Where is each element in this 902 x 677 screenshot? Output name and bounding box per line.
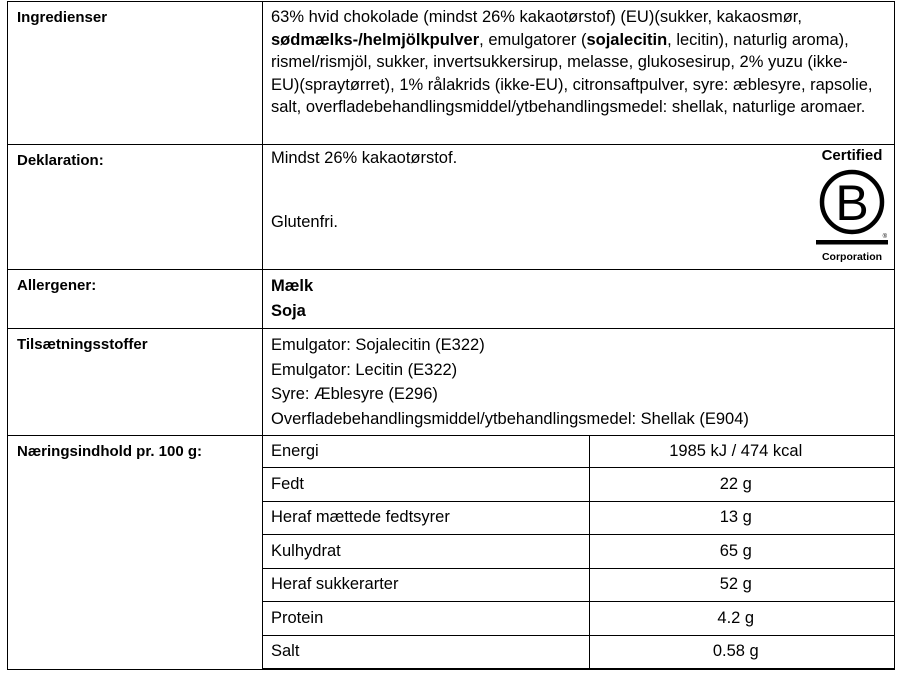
additive-item: Overfladebehandlingsmiddel/ytbehandlingsmedel: Shellak (E904): [271, 409, 749, 428]
additive-item: Syre: Æblesyre (E296): [271, 385, 438, 403]
nutrition-value: [263, 436, 895, 670]
nutrient-value: 52 g: [590, 568, 895, 602]
ingredients-label: Ingredienser: [8, 2, 263, 145]
ingredients-line: salt, overfladebehandlingsmiddel/ytbehandlingsmedel: shellak, naturlige aromaer.: [271, 98, 866, 116]
ingredients-value: [263, 2, 895, 145]
declaration-gluten: Glutenfri.: [271, 213, 338, 231]
nutrient-name: Salt: [263, 635, 590, 669]
nutrition-row: [8, 436, 895, 670]
additive-item: Emulgator: Sojalecitin (E322): [271, 336, 485, 354]
ingredients-line: 63% hvid chokolade (mindst 26% kakaotørstof) (EU)(sukker, kakaosmør,: [271, 8, 802, 26]
certified-b-corporation-logo: [814, 147, 890, 267]
nutrition-table-row: [263, 602, 894, 636]
nutrient-value: 65 g: [590, 535, 895, 569]
declaration-label: Deklaration:: [8, 145, 263, 270]
nutrient-name: Heraf mættede fedtsyrer: [263, 501, 590, 535]
allergens-row: [8, 270, 895, 329]
nutrition-table: [263, 436, 895, 669]
nutrient-name: Kulhydrat: [263, 535, 590, 569]
nutrient-value: 0.58 g: [590, 635, 895, 669]
allergens-value: [263, 270, 895, 329]
nutrient-value: 22 g: [590, 468, 895, 502]
nutrition-table-row: [263, 635, 894, 669]
declaration-value: [263, 145, 895, 270]
allergen-item: Mælk: [271, 277, 314, 295]
nutrient-value: 1985 kJ / 474 kcal: [590, 436, 895, 468]
product-info-table: [7, 1, 895, 670]
allergen-milk-powder: sødmælks-/helmjölkpulver: [271, 30, 480, 49]
nutrition-table-row: [263, 436, 894, 468]
allergen-item: Soja: [271, 302, 306, 320]
nutrition-table-row: [263, 501, 894, 535]
ingredients-line: sødmælks-/helmjölkpulver, emulgatorer (sojalecitin, lecitin), naturlig aroma),: [271, 30, 849, 49]
nutrient-value: 4.2 g: [590, 602, 895, 636]
declaration-row: [8, 145, 895, 270]
nutrient-name: Heraf sukkerarter: [263, 568, 590, 602]
nutrition-table-row: [263, 468, 894, 502]
additives-value: [263, 329, 895, 436]
ingredients-line: EU)(spraytørret), 1% rålakrids (ikke-EU), citronsaftpulver, syre: æblesyre, rapsolie,: [271, 75, 873, 94]
nutrient-name: Fedt: [263, 468, 590, 502]
nutrient-value: 13 g: [590, 501, 895, 535]
logo-b-letter: B: [835, 175, 869, 231]
ingredients-line: rismel/rismjöl, sukker, invertsukkersirup, melasse, glukosesirup, 2% yuzu (ikke-: [271, 53, 848, 71]
nutrition-table-row: [263, 535, 894, 569]
nutrition-label: Næringsindhold pr. 100 g:: [8, 436, 263, 670]
additives-label: Tilsætningsstoffer: [8, 329, 263, 436]
nutrient-name: Protein: [263, 602, 590, 636]
additive-item: Emulgator: Lecitin (E322): [271, 360, 458, 379]
declaration-cocoa: Mindst 26% kakaotørstof.: [271, 149, 458, 167]
nutrient-name: Energi: [263, 436, 590, 468]
allergens-label: Allergener:: [8, 270, 263, 329]
ingredients-row: [8, 2, 895, 145]
logo-registered-mark: ®: [882, 234, 887, 240]
nutrition-table-row: [263, 568, 894, 602]
allergen-soy-lecithin: sojalecitin: [586, 30, 668, 49]
additives-row: [8, 329, 895, 436]
logo-certified-text: Certified: [821, 147, 883, 164]
logo-corporation-text: Corporation: [821, 251, 883, 263]
